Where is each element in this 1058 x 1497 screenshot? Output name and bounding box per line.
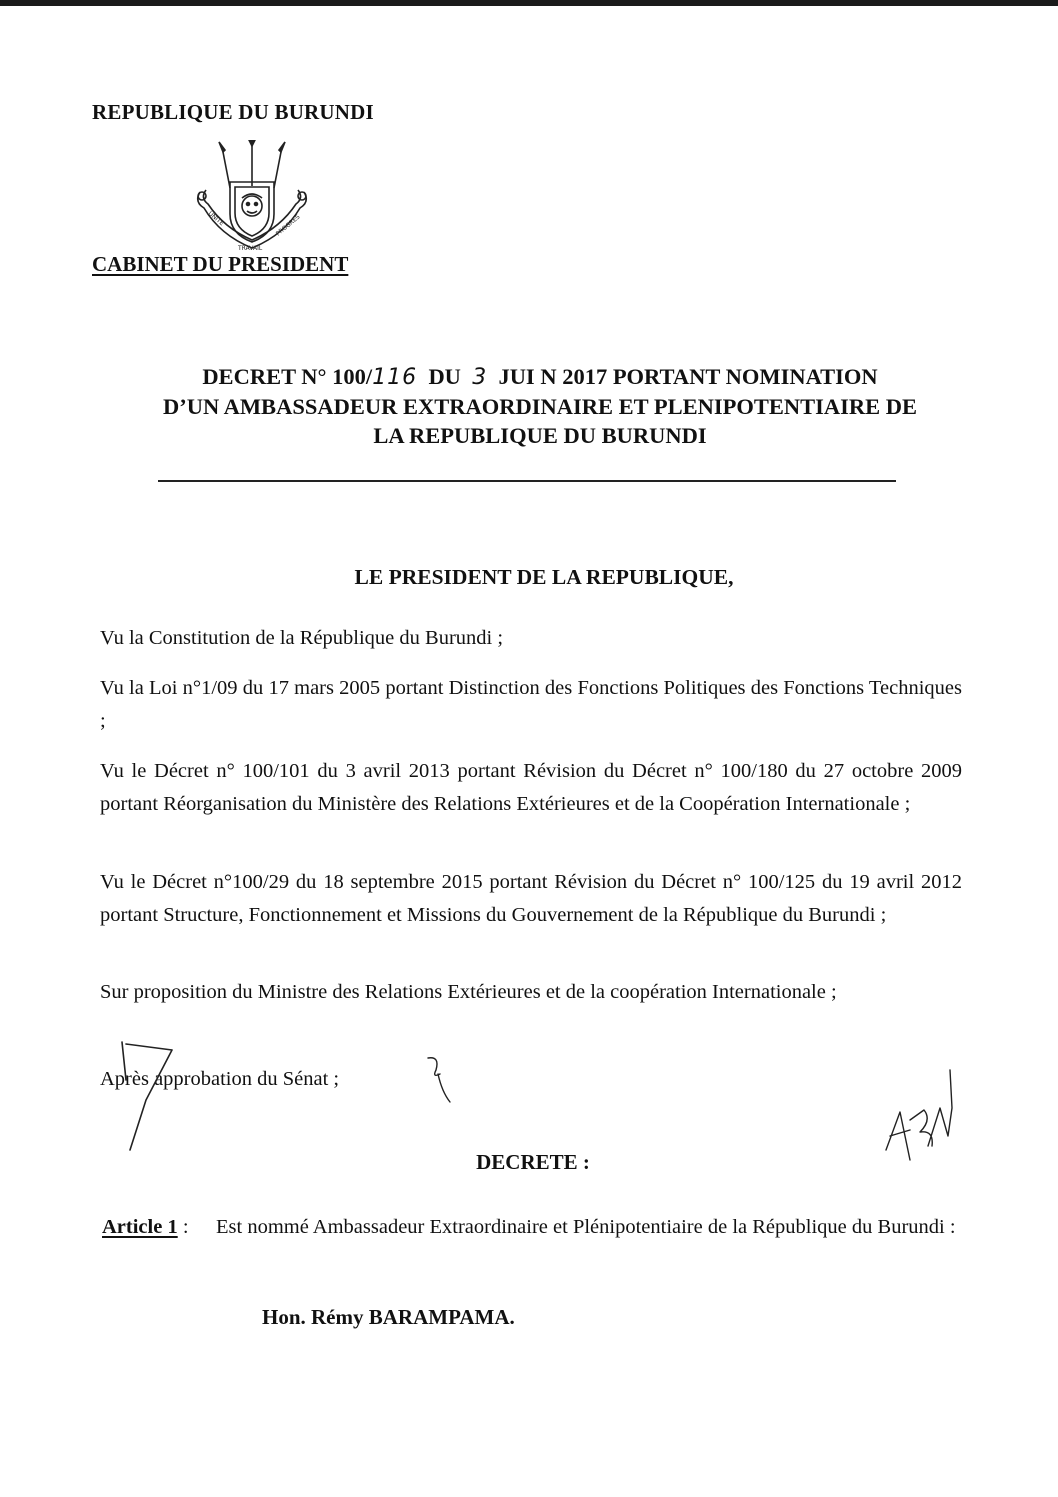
nominee-name: Hon. Rémy BARAMPAMA. <box>262 1305 515 1329</box>
decree-title <box>100 362 980 450</box>
decree-title-line1 <box>100 362 980 392</box>
title-divider <box>158 480 896 482</box>
decree-title-rest: JUI N 2017 PORTANT NOMINATION <box>498 364 878 389</box>
page-top-border <box>0 0 1058 6</box>
decree-number-handwritten: 116 <box>372 365 418 390</box>
article-1-label <box>102 1212 189 1242</box>
initials-center-signature <box>420 1052 460 1112</box>
recital-constitution: Vu la Constitution de la République du Burundi ; <box>100 627 504 649</box>
decree-du: DU <box>428 364 461 389</box>
cabinet-heading: CABINET DU PRESIDENT <box>92 252 349 276</box>
recital-decret-2013: Vu le Décret n° 100/101 du 3 avril 2013 portant Révision du Décret n° 100/180 du 27 octobre 2009 portant Réorganisation du Ministère des Relations Extérieures et de la Coopération Internationale ; <box>100 760 962 815</box>
decree-title-line3: LA REPUBLIQUE DU BURUNDI <box>373 423 707 448</box>
recital-proposition: Sur proposition du Ministre des Relations Extérieures et de la coopération Internationale ; <box>100 981 837 1003</box>
recital-senat: Après approbation du Sénat ; <box>100 1068 340 1090</box>
initials-right-signature <box>880 1050 960 1170</box>
decree-day-handwritten: 3 <box>472 365 488 390</box>
recital-loi: Vu la Loi n°1/09 du 17 mars 2005 portant Distinction des Fonctions Politiques des Fonctions Techniques ; <box>100 677 962 732</box>
article-1-title: Article 1 <box>102 1216 178 1238</box>
svg-text:PROGRES: PROGRES <box>274 213 302 238</box>
initials-left-signature <box>112 1030 192 1170</box>
decrete-heading: DECRETE : <box>476 1150 590 1174</box>
svg-text:TRAVAIL: TRAVAIL <box>238 245 263 252</box>
country-heading: REPUBLIQUE DU BURUNDI <box>92 100 374 124</box>
decree-number-prefix: DECRET N° 100/ <box>202 364 373 389</box>
president-heading: LE PRESIDENT DE LA REPUBLIQUE, <box>354 565 734 589</box>
svg-text:UNITE: UNITE <box>206 210 226 228</box>
burundi-coat-of-arms-icon <box>190 140 315 260</box>
article-1-separator: : <box>177 1216 189 1238</box>
decree-title-line2: D’UN AMBASSADEUR EXTRAORDINAIRE ET PLENIPOTENTIAIRE DE <box>162 394 918 419</box>
article-1-text: Est nommé Ambassadeur Extraordinaire et Plénipotentiaire de la République du Burundi : <box>216 1216 956 1238</box>
recital-decret-2015: Vu le Décret n°100/29 du 18 septembre 2015 portant Révision du Décret n° 100/125 du 19 avril 2012 portant Structure, Fonctionnement et Missions du Gouvernement de la République du Burundi ; <box>100 871 962 926</box>
